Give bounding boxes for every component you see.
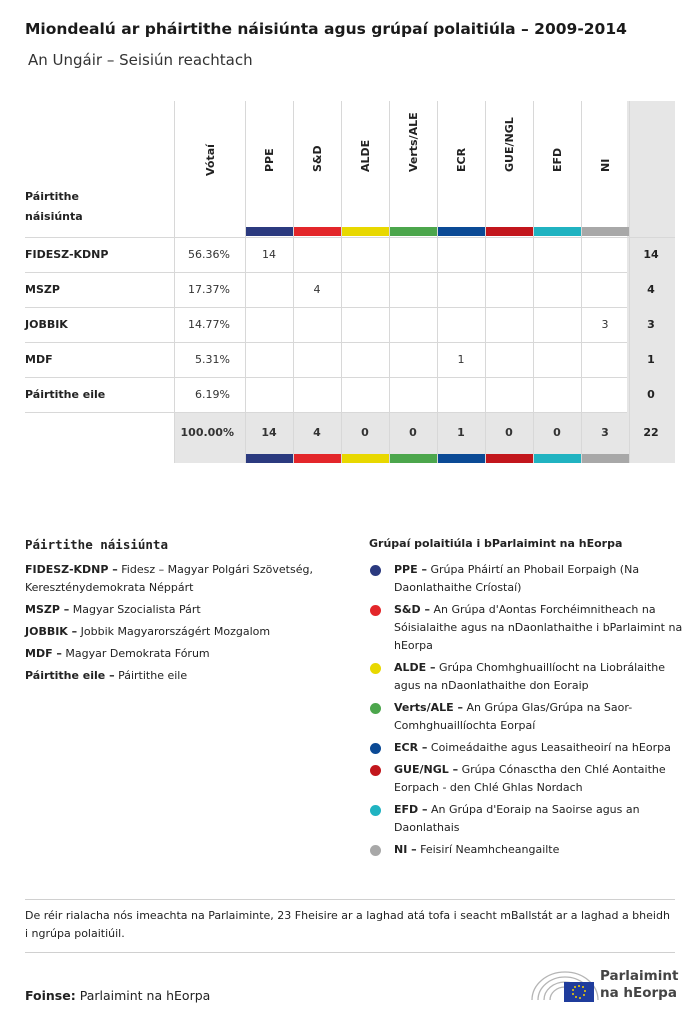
group-color-swatch-bottom xyxy=(438,454,485,463)
party-legend-item xyxy=(25,601,345,619)
group-color-swatch-bottom xyxy=(342,454,389,463)
group-color-swatch xyxy=(246,227,293,236)
group-header-3: Verts/ALE xyxy=(407,112,420,172)
footnote-divider-top xyxy=(25,899,675,900)
group-color-swatch xyxy=(390,227,437,236)
group-column-divider xyxy=(533,101,534,463)
group-column-divider xyxy=(341,101,342,463)
group-color-dot xyxy=(370,703,381,714)
party-name: JOBBIK xyxy=(25,318,68,331)
group-color-swatch-bottom xyxy=(534,454,581,463)
votes-column-divider xyxy=(174,101,175,463)
group-seat-total: 3 xyxy=(601,426,609,439)
group-seat-total: 0 xyxy=(361,426,369,439)
group-color-swatch xyxy=(486,227,533,236)
group-color-dot xyxy=(370,743,381,754)
group-header-0: PPE xyxy=(263,148,276,172)
group-color-swatch xyxy=(342,227,389,236)
group-legend-abbr: EFD – xyxy=(394,803,428,816)
row-seat-total: 14 xyxy=(643,248,659,261)
vote-share: 6.19% xyxy=(195,388,230,401)
party-legend-item xyxy=(25,561,345,597)
seats-column-bg xyxy=(627,101,675,463)
group-legend-abbr: ECR – xyxy=(394,741,428,754)
group-color-swatch xyxy=(294,227,341,236)
row-divider xyxy=(25,272,627,273)
group-legend-text xyxy=(394,699,684,735)
source-value: Parlaimint na hEorpa xyxy=(79,988,211,1003)
row-seat-total: 0 xyxy=(647,388,655,401)
group-header-6: EFD xyxy=(551,147,564,172)
party-legend-name: Páirtithe eile xyxy=(114,669,188,682)
row-seat-total: 4 xyxy=(647,283,655,296)
party-legend-abbr: Páirtithe eile – xyxy=(25,669,115,682)
source-label: Foinse: xyxy=(25,988,76,1003)
vote-share: 5.31% xyxy=(195,353,230,366)
group-legend-text xyxy=(394,739,684,757)
source xyxy=(25,988,210,1003)
group-legend-name: Feisirí Neamhcheangailte xyxy=(416,843,560,856)
votes-column-header: Vótaí xyxy=(204,144,217,176)
header-divider xyxy=(25,237,675,238)
group-legend-text xyxy=(394,561,684,597)
parliament-logo-text: Parlaimint na hEorpa xyxy=(600,968,679,1001)
party-legend-abbr: MSZP – xyxy=(25,603,70,616)
group-header-7: NI xyxy=(599,158,612,172)
party-name: MSZP xyxy=(25,283,60,296)
group-legend-abbr: GUE/NGL – xyxy=(394,763,459,776)
grand-seat-total: 22 xyxy=(643,426,659,439)
seat-count-cell: 3 xyxy=(601,318,609,331)
party-legend-abbr: JOBBIK – xyxy=(25,625,78,638)
group-color-dot xyxy=(370,805,381,816)
group-column-divider xyxy=(293,101,294,463)
party-legend-title: Páirtithe náisiúnta xyxy=(25,537,168,552)
group-color-dot xyxy=(370,765,381,776)
votes-total: 100.00% xyxy=(180,426,234,439)
group-color-dot xyxy=(370,565,381,576)
seat-count-cell: 1 xyxy=(457,353,465,366)
party-legend-item xyxy=(25,623,345,641)
group-legend-text xyxy=(394,601,684,655)
row-divider xyxy=(25,412,627,413)
footnote-divider-bottom xyxy=(25,952,675,953)
group-seat-total: 0 xyxy=(409,426,417,439)
group-legend-name: Grúpa Pháirtí an Phobail Eorpaigh (Na Daonlathaithe Críostaí) xyxy=(394,563,640,594)
group-color-dot xyxy=(370,605,381,616)
group-legend-text xyxy=(394,761,684,797)
group-legend-abbr: Verts/ALE – xyxy=(394,701,463,714)
group-seat-total: 0 xyxy=(553,426,561,439)
group-header-4: ECR xyxy=(455,147,468,172)
group-column-divider xyxy=(437,101,438,463)
group-color-swatch-bottom xyxy=(294,454,341,463)
group-color-dot xyxy=(370,663,381,674)
group-legend-name: Coimeádaithe agus Leasaitheoirí na hEorpa xyxy=(427,741,671,754)
party-column-header: Páirtithe náisiúnta xyxy=(25,190,83,223)
group-color-swatch-bottom xyxy=(582,454,629,463)
group-legend-abbr: PPE – xyxy=(394,563,427,576)
party-legend-name: Fidesz – Magyar Polgári Szövetség, Kereszténydemokrata Néppárt xyxy=(25,563,313,594)
page-subtitle: An Ungáir – Seisiún reachtach xyxy=(28,51,253,69)
party-name: MDF xyxy=(25,353,53,366)
group-color-dot xyxy=(370,845,381,856)
group-header-1: S&D xyxy=(311,145,324,172)
group-column-divider xyxy=(389,101,390,463)
group-color-swatch xyxy=(582,227,629,236)
group-column-divider xyxy=(581,101,582,463)
row-divider xyxy=(25,307,627,308)
row-seat-total: 1 xyxy=(647,353,655,366)
group-legend-abbr: ALDE – xyxy=(394,661,436,674)
party-legend-item xyxy=(25,645,345,663)
row-divider xyxy=(25,342,627,343)
group-color-swatch xyxy=(534,227,581,236)
group-legend-text xyxy=(394,841,684,859)
seat-count-cell: 4 xyxy=(313,283,321,296)
group-seat-total: 0 xyxy=(505,426,513,439)
group-legend-text xyxy=(394,801,684,837)
group-color-swatch-bottom xyxy=(486,454,533,463)
group-legend-name: An Grúpa d'Aontas Forchéimnitheach na Sóisialaithe agus na nDaonlathaithe i bParlaimint na hEorpa xyxy=(394,603,683,652)
row-seat-total: 3 xyxy=(647,318,655,331)
group-color-swatch-bottom xyxy=(390,454,437,463)
party-name: FIDESZ-KDNP xyxy=(25,248,109,261)
vote-share: 56.36% xyxy=(188,248,230,261)
row-divider xyxy=(25,377,627,378)
party-legend-name: Magyar Szocialista Párt xyxy=(69,603,201,616)
party-legend-abbr: MDF – xyxy=(25,647,62,660)
party-legend-abbr: FIDESZ-KDNP – xyxy=(25,563,118,576)
group-legend-name: Grúpa Cónasctha den Chlé Aontaithe Eorpach - den Chlé Ghlas Nordach xyxy=(394,763,666,794)
group-column-divider xyxy=(245,101,246,463)
page-title: Miondealú ar pháirtithe náisiúnta agus grúpaí polaitiúla – 2009-2014 xyxy=(25,20,627,38)
group-header-5: GUE/NGL xyxy=(503,117,516,172)
results-table xyxy=(0,0,700,470)
party-legend-name: Jobbik Magyarországért Mozgalom xyxy=(77,625,271,638)
group-legend-abbr: S&D – xyxy=(394,603,430,616)
group-legend-name: An Grúpa d'Eoraip na Saoirse agus an Daonlathais xyxy=(394,803,640,834)
vote-share: 14.77% xyxy=(188,318,230,331)
footnote: De réir rialacha nós imeachta na Parlaiminte, 23 Fheisire ar a laghad atá tofa i seacht mBallstát ar a laghad a bheidh i ngrúpa polaitiúil. xyxy=(25,909,670,940)
group-seat-total: 4 xyxy=(313,426,321,439)
group-legend-text xyxy=(394,659,684,695)
party-name: Páirtithe eile xyxy=(25,388,106,401)
vote-share: 17.37% xyxy=(188,283,230,296)
group-seat-total: 1 xyxy=(457,426,465,439)
group-legend-title: Grúpaí polaitiúla i bParlaimint na hEorpa xyxy=(369,537,623,550)
seat-count-cell: 14 xyxy=(262,248,276,261)
party-legend-name: Magyar Demokrata Fórum xyxy=(61,647,210,660)
group-header-2: ALDE xyxy=(359,139,372,172)
group-legend-name: An Grúpa Glas/Grúpa na Saor-Comhghuaillíochta Eorpaí xyxy=(394,701,633,732)
group-color-swatch xyxy=(438,227,485,236)
group-column-divider xyxy=(485,101,486,463)
group-legend-abbr: NI – xyxy=(394,843,417,856)
group-legend-name: Grúpa Chomhghuaillíocht na Liobrálaithe agus na nDaonlathaithe don Eoraip xyxy=(394,661,666,692)
group-column-divider xyxy=(629,101,630,463)
group-color-swatch-bottom xyxy=(246,454,293,463)
group-seat-total: 14 xyxy=(261,426,277,439)
party-legend-item xyxy=(25,667,345,685)
